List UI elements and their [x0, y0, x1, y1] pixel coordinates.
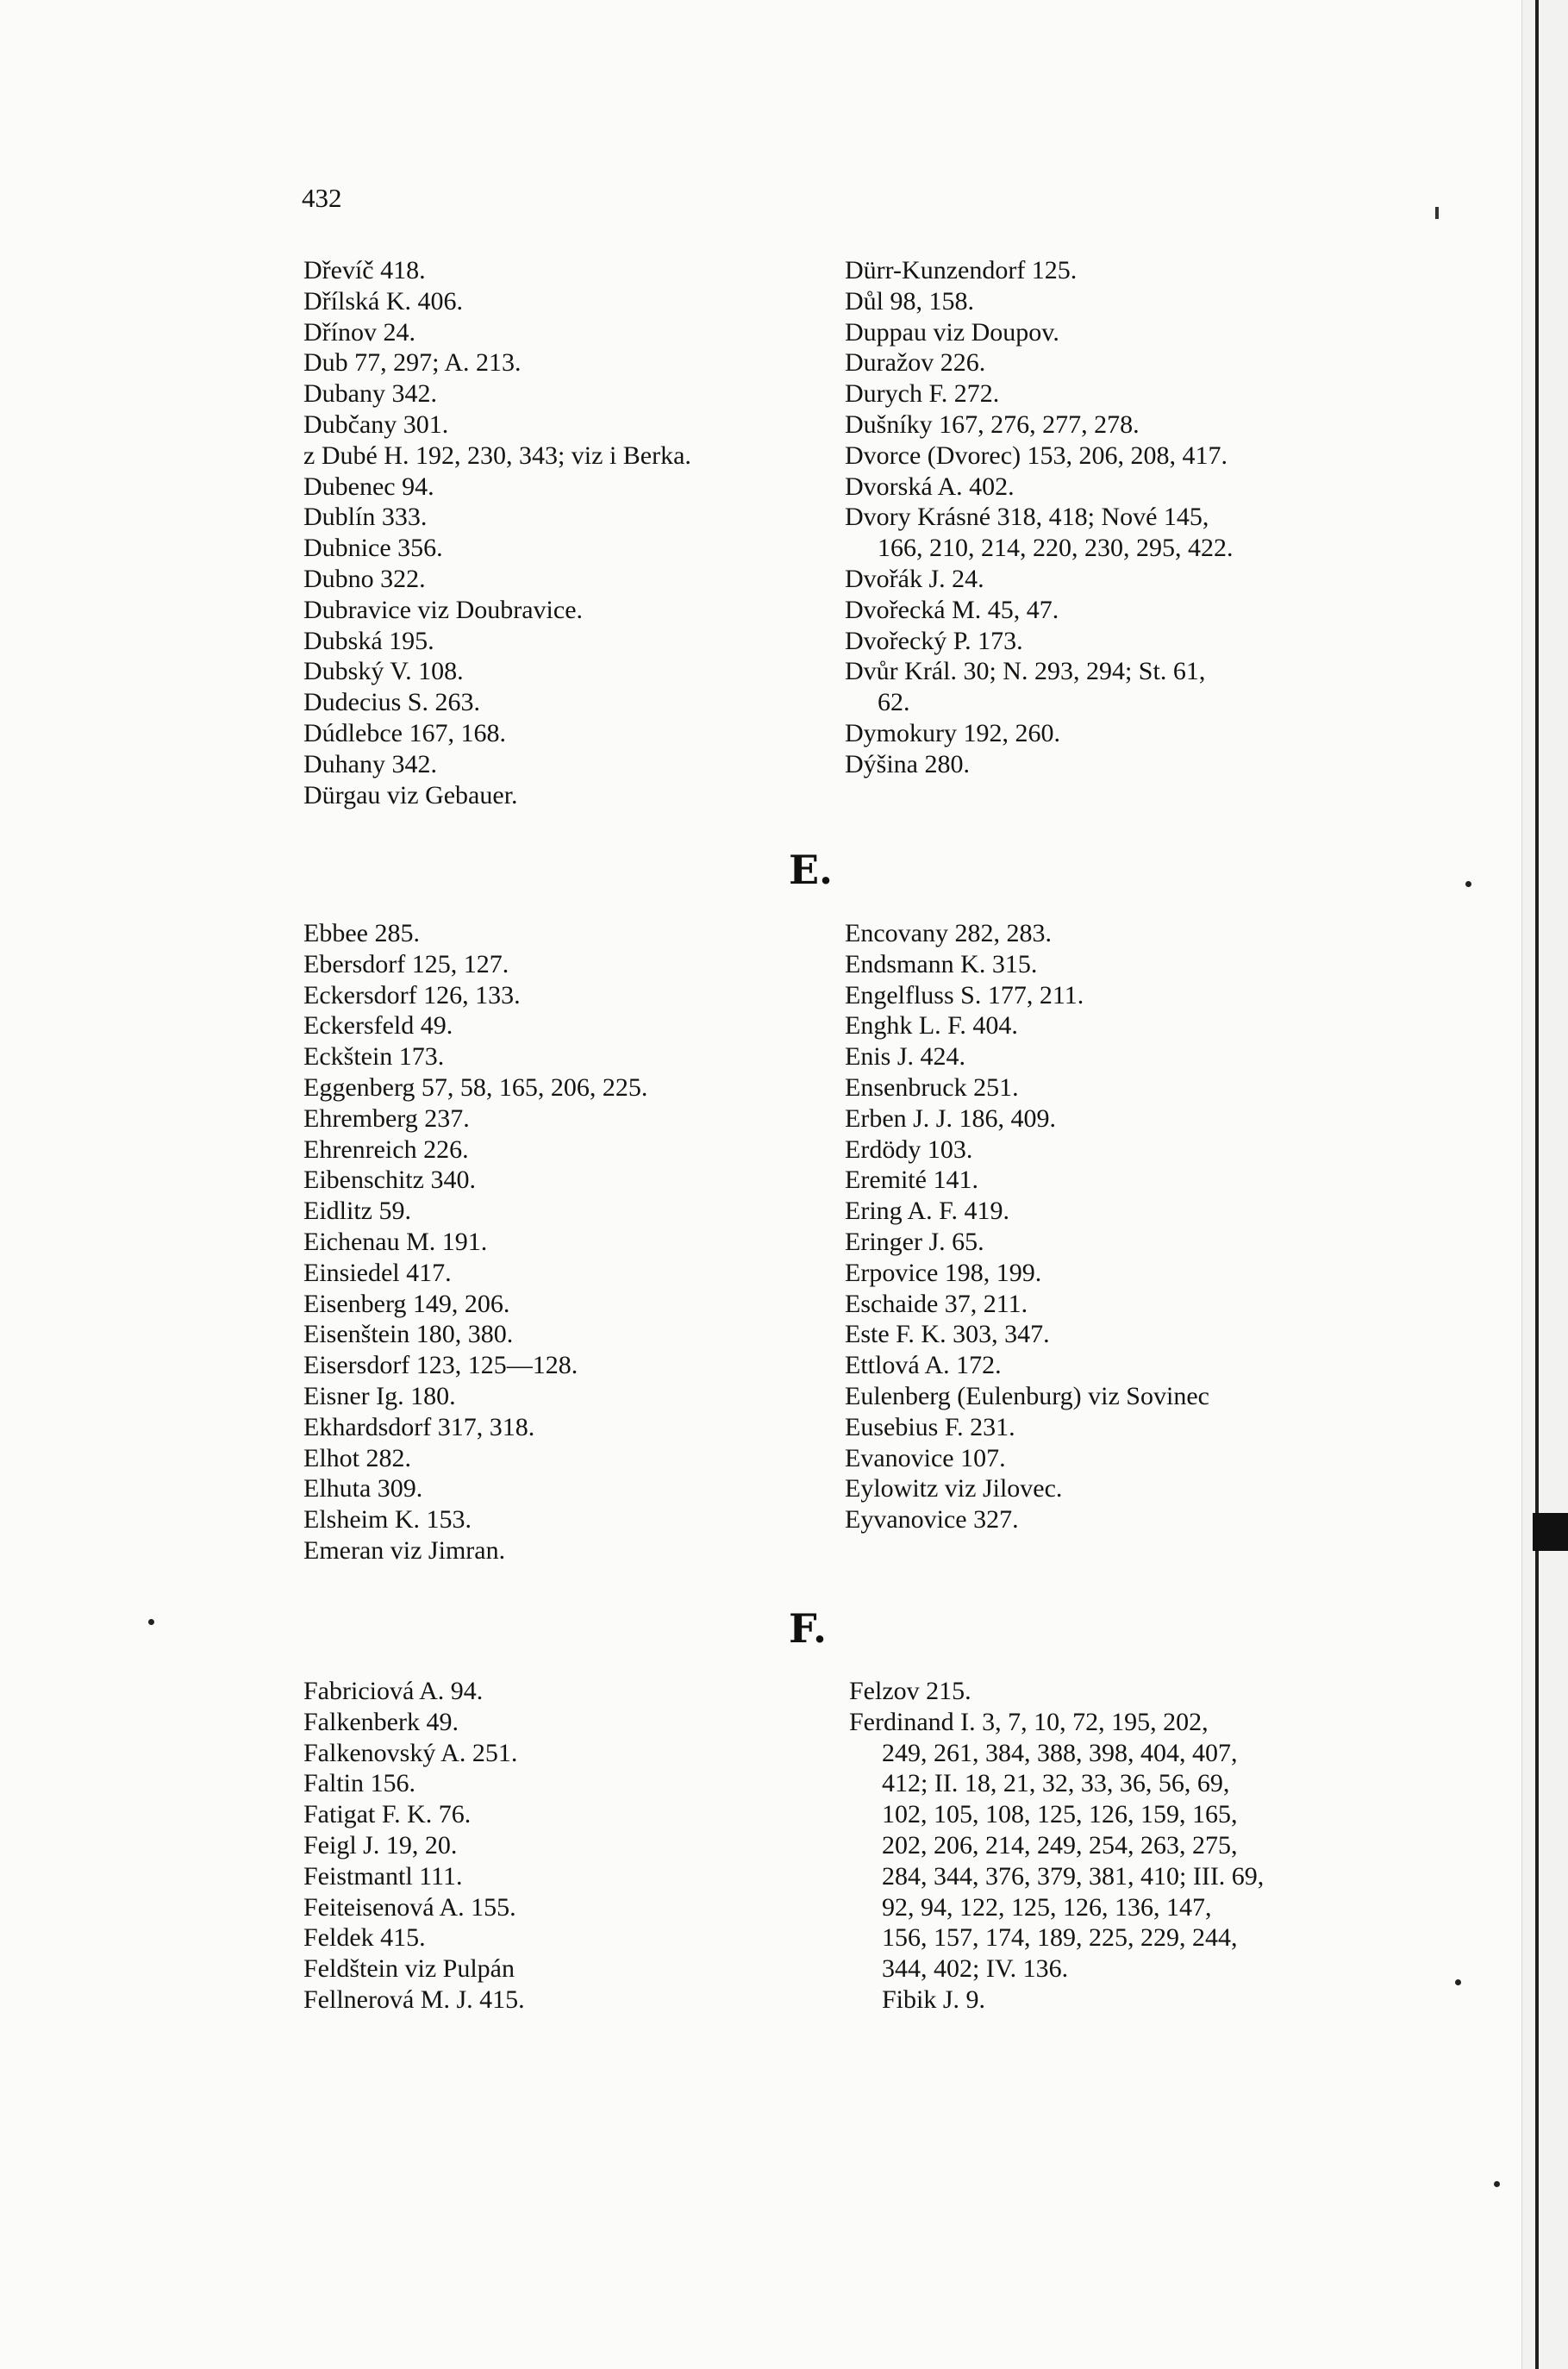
index-entry: Erben J. J. 186, 409.: [845, 1103, 1056, 1133]
book-edge: [1522, 0, 1568, 2369]
index-entry: Dúdlebce 167, 168.: [303, 718, 506, 747]
index-column-f-left: [303, 1676, 525, 2016]
index-entry: Eulenberg (Eulenburg) viz Sovinec: [845, 1381, 1209, 1410]
index-entry: Ensenbruck 251.: [845, 1072, 1019, 1102]
index-entry: Ehremberg 237.: [303, 1103, 470, 1133]
index-entry: Este F. K. 303, 347.: [845, 1320, 1050, 1349]
index-entry: Eckersfeld 49.: [303, 1011, 453, 1041]
index-entry: Durych F. 272.: [845, 379, 1000, 409]
index-entry: Elsheim K. 153.: [303, 1505, 472, 1535]
index-entry: 249, 261, 384, 388, 398, 404, 407,: [882, 1738, 1238, 1767]
index-entry: Dýšina 280.: [845, 749, 970, 778]
index-entry: Dubany 342.: [303, 379, 437, 409]
index-entry: Ebersdorf 125, 127.: [303, 949, 509, 978]
index-entry: Eckštein 173.: [303, 1042, 445, 1072]
index-entry: Enis J. 424.: [845, 1042, 966, 1072]
index-entry: 62.: [878, 688, 910, 717]
stray-mark: [1465, 881, 1471, 887]
stray-mark: [1435, 207, 1439, 219]
index-entry: Dvorce (Dvorec) 153, 206, 208, 417.: [845, 441, 1228, 470]
index-entry: Elhot 282.: [303, 1443, 411, 1472]
index-entry: Dušníky 167, 276, 277, 278.: [845, 409, 1140, 439]
index-entry: Dvořák J. 24.: [845, 564, 984, 593]
index-entry: Duražov 226.: [845, 348, 986, 378]
index-entry: Eusebius F. 231.: [845, 1412, 1015, 1441]
index-entry: Dubská 195.: [303, 626, 434, 655]
index-entry: Feldek 415.: [303, 1923, 426, 1953]
index-entry: Feigl J. 19, 20.: [303, 1830, 458, 1860]
index-entry: Ekhardsdorf 317, 318.: [303, 1412, 535, 1441]
index-entry: Dřínov 24.: [303, 317, 415, 347]
index-entry: Eisersdorf 123, 125—128.: [303, 1351, 578, 1380]
index-entry: Eibenschitz 340.: [303, 1166, 476, 1195]
index-entry: Dvořecká M. 45, 47.: [845, 595, 1059, 624]
index-entry: 156, 157, 174, 189, 225, 229, 244,: [882, 1923, 1238, 1953]
index-entry: Encovany 282, 283.: [845, 919, 1052, 947]
index-entry: Eichenau M. 191.: [303, 1227, 488, 1256]
index-entry: Dub 77, 297; A. 213.: [303, 348, 522, 378]
index-entry: Ering A. F. 419.: [845, 1197, 1009, 1226]
index-entry: Enghk L. F. 404.: [845, 1011, 1018, 1041]
index-entry: Eisner Ig. 180.: [303, 1381, 456, 1410]
index-entry: Eyvanovice 327.: [845, 1505, 1019, 1535]
index-entry: Eringer J. 65.: [845, 1227, 984, 1256]
index-entry: Dřevíč 418.: [303, 256, 426, 284]
index-entry: Dudecius S. 263.: [303, 688, 480, 717]
index-entry: Eggenberg 57, 58, 165, 206, 225.: [303, 1072, 648, 1102]
index-entry: Faltin 156.: [303, 1769, 416, 1798]
index-column-d-left: [303, 255, 691, 810]
index-entry: Ebbee 285.: [303, 919, 420, 947]
index-entry: 166, 210, 214, 220, 230, 295, 422.: [878, 534, 1234, 563]
index-entry: z Dubé H. 192, 230, 343; viz i Berka.: [303, 441, 691, 470]
index-column-e-left: [303, 918, 647, 1566]
book-edge-mark: [1533, 1513, 1568, 1551]
index-entry: Dürr-Kunzendorf 125.: [845, 256, 1078, 284]
index-entry: Důl 98, 158.: [845, 286, 974, 316]
book-edge-line: [1535, 0, 1539, 2369]
index-column-f-right: [849, 1676, 1264, 2016]
index-entry: Eidlitz 59.: [303, 1197, 411, 1226]
index-entry: Dubčany 301.: [303, 409, 449, 439]
index-entry: Fabriciová A. 94.: [303, 1677, 484, 1705]
index-entry: Dymokury 192, 260.: [845, 718, 1060, 747]
index-entry: 202, 206, 214, 249, 254, 263, 275,: [882, 1830, 1238, 1860]
stray-mark: [148, 1619, 154, 1625]
index-entry: Duppau viz Doupov.: [845, 317, 1059, 347]
index-entry: 102, 105, 108, 125, 126, 159, 165,: [882, 1800, 1238, 1829]
index-entry: 412; II. 18, 21, 32, 33, 36, 56, 69,: [882, 1769, 1230, 1798]
index-entry: Dubský V. 108.: [303, 657, 464, 686]
index-entry: 344, 402; IV. 136.: [882, 1954, 1069, 1984]
index-entry: Evanovice 107.: [845, 1443, 1006, 1472]
section-heading-f: F.: [789, 1605, 828, 1652]
index-entry: Dubno 322.: [303, 564, 426, 593]
index-entry: Dvorská A. 402.: [845, 472, 1015, 501]
index-entry: Dürgau viz Gebauer.: [303, 780, 518, 809]
index-entry: Feiteisenová A. 155.: [303, 1892, 516, 1922]
index-entry: Feistmantl 111.: [303, 1861, 463, 1891]
stray-mark: [1494, 2181, 1500, 2187]
index-entry: Einsiedel 417.: [303, 1258, 452, 1287]
index-entry: Dubravice viz Doubravice.: [303, 595, 584, 624]
index-entry: Emeran viz Jimran.: [303, 1535, 506, 1565]
index-entry: Eylowitz viz Jilovec.: [845, 1474, 1063, 1503]
index-entry: 92, 94, 122, 125, 126, 136, 147,: [882, 1892, 1212, 1922]
index-entry: Feldštein viz Pulpán: [303, 1954, 515, 1984]
index-entry: Eremité 141.: [845, 1166, 978, 1195]
index-entry: Eisenštein 180, 380.: [303, 1320, 514, 1349]
index-entry: Engelfluss S. 177, 211.: [845, 980, 1084, 1009]
index-column-e-right: [845, 918, 1209, 1535]
index-entry: Dvořecký P. 173.: [845, 626, 1023, 655]
index-entry: Fellnerová M. J. 415.: [303, 1985, 525, 2014]
index-entry: Eckersdorf 126, 133.: [303, 980, 521, 1009]
index-entry: Fatigat F. K. 76.: [303, 1800, 472, 1829]
index-entry: Ferdinand I. 3, 7, 10, 72, 195, 202,: [849, 1707, 1209, 1736]
index-entry: Ettlová A. 172.: [845, 1351, 1002, 1380]
stray-mark: [1455, 1979, 1461, 1985]
index-entry: Elhuta 309.: [303, 1474, 423, 1503]
index-entry: Erdödy 103.: [845, 1134, 973, 1164]
index-entry: Felzov 215.: [849, 1677, 971, 1705]
index-entry: Dvory Krásné 318, 418; Nové 145,: [845, 503, 1209, 532]
index-entry: Dvůr Král. 30; N. 293, 294; St. 61,: [845, 657, 1206, 686]
index-entry: Eschaide 37, 211.: [845, 1289, 1028, 1318]
index-entry: Fibik J. 9.: [882, 1985, 986, 2014]
index-entry: Falkenberk 49.: [303, 1707, 459, 1736]
index-entry: Falkenovský A. 251.: [303, 1738, 518, 1767]
index-entry: Dubenec 94.: [303, 472, 434, 501]
index-entry: Endsmann K. 315.: [845, 949, 1038, 978]
index-entry: Dubnice 356.: [303, 534, 443, 563]
page-number: 432: [302, 183, 342, 213]
index-entry: Erpovice 198, 199.: [845, 1258, 1042, 1287]
index-column-d-right: [845, 255, 1234, 780]
section-heading-e: E.: [789, 847, 834, 893]
index-entry: Duhany 342.: [303, 749, 437, 778]
index-entry: Dublín 333.: [303, 503, 428, 532]
index-entry: 284, 344, 376, 379, 381, 410; III. 69,: [882, 1861, 1265, 1891]
index-entry: Ehrenreich 226.: [303, 1134, 469, 1164]
index-entry: Dřílská K. 406.: [303, 286, 463, 316]
index-entry: Eisenberg 149, 206.: [303, 1289, 510, 1318]
